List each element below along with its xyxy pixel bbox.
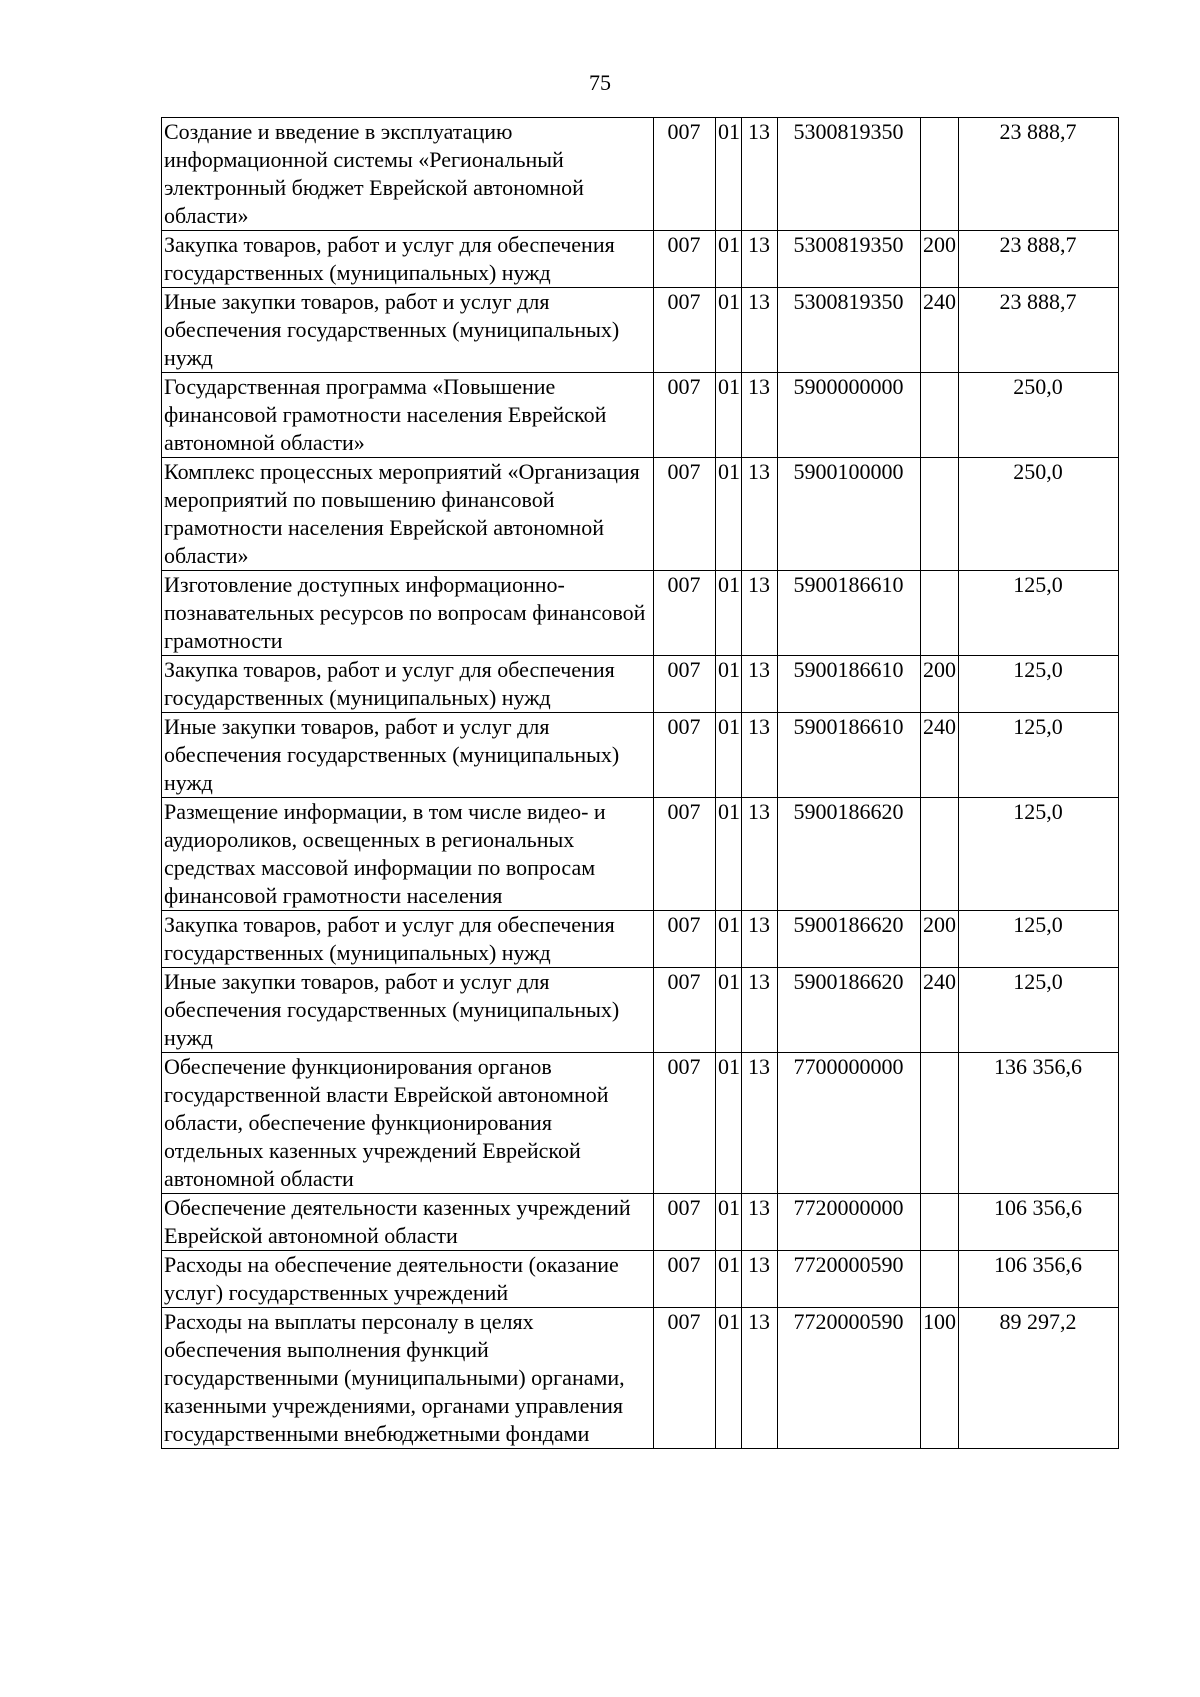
amount-cell: 136 356,6 [959, 1053, 1119, 1194]
expense-type-cell [921, 798, 959, 911]
amount-cell: 125,0 [959, 713, 1119, 798]
target-article-cell: 7720000000 [778, 1194, 921, 1251]
amount-cell: 125,0 [959, 911, 1119, 968]
table-row [162, 968, 1119, 1053]
target-article-cell: 5900186620 [778, 798, 921, 911]
expense-type-cell: 100 [921, 1308, 959, 1449]
table-row [162, 288, 1119, 373]
table-row [162, 911, 1119, 968]
expense-name-cell: Размещение информации, в том числе видео- и аудиороликов, освещенных в региональных средствах массовой информации по вопросам финансовой грамотности населения [162, 798, 654, 911]
expense-name-cell: Закупка товаров, работ и услуг для обеспечения государственных (муниципальных) нужд [162, 231, 654, 288]
ministry-code-cell: 007 [654, 231, 716, 288]
target-article-cell: 5900186620 [778, 968, 921, 1053]
table-row [162, 571, 1119, 656]
table-row [162, 373, 1119, 458]
ministry-code-cell: 007 [654, 713, 716, 798]
target-article-cell: 5900186620 [778, 911, 921, 968]
expense-name-cell: Иные закупки товаров, работ и услуг для обеспечения государственных (муниципальных) нужд [162, 288, 654, 373]
subsection-code-cell: 13 [742, 231, 778, 288]
target-article-cell: 5900100000 [778, 458, 921, 571]
subsection-code-cell: 13 [742, 713, 778, 798]
target-article-cell: 5900000000 [778, 373, 921, 458]
expense-name-cell: Иные закупки товаров, работ и услуг для обеспечения государственных (муниципальных) нужд [162, 968, 654, 1053]
subsection-code-cell: 13 [742, 458, 778, 571]
ministry-code-cell: 007 [654, 373, 716, 458]
ministry-code-cell: 007 [654, 1194, 716, 1251]
amount-cell: 23 888,7 [959, 118, 1119, 231]
expense-name-cell: Государственная программа «Повышение финансовой грамотности населения Еврейской автономной области» [162, 373, 654, 458]
budget-table-body [162, 118, 1119, 1449]
target-article-cell: 5900186610 [778, 656, 921, 713]
section-code-cell: 01 [716, 911, 742, 968]
subsection-code-cell: 13 [742, 968, 778, 1053]
table-row [162, 1251, 1119, 1308]
ministry-code-cell: 007 [654, 656, 716, 713]
expense-name-cell: Создание и введение в эксплуатацию информационной системы «Региональный электронный бюджет Еврейской автономной области» [162, 118, 654, 231]
amount-cell: 23 888,7 [959, 231, 1119, 288]
target-article-cell: 5300819350 [778, 231, 921, 288]
expense-type-cell: 200 [921, 911, 959, 968]
target-article-cell: 7700000000 [778, 1053, 921, 1194]
expense-name-cell: Расходы на обеспечение деятельности (оказание услуг) государственных учреждений [162, 1251, 654, 1308]
ministry-code-cell: 007 [654, 1308, 716, 1449]
expense-name-cell: Расходы на выплаты персоналу в целях обеспечения выполнения функций государственными (муниципальными) органами, казенными учреждениями, органами управления государственными внебюджетными фондами [162, 1308, 654, 1449]
section-code-cell: 01 [716, 713, 742, 798]
expense-type-cell [921, 1251, 959, 1308]
table-row [162, 656, 1119, 713]
section-code-cell: 01 [716, 798, 742, 911]
ministry-code-cell: 007 [654, 1251, 716, 1308]
expense-type-cell [921, 1053, 959, 1194]
section-code-cell: 01 [716, 231, 742, 288]
subsection-code-cell: 13 [742, 1308, 778, 1449]
table-row [162, 1053, 1119, 1194]
section-code-cell: 01 [716, 968, 742, 1053]
target-article-cell: 5900186610 [778, 571, 921, 656]
section-code-cell: 01 [716, 458, 742, 571]
amount-cell: 106 356,6 [959, 1251, 1119, 1308]
ministry-code-cell: 007 [654, 288, 716, 373]
expense-type-cell: 200 [921, 231, 959, 288]
target-article-cell: 5900186610 [778, 713, 921, 798]
expense-name-cell: Изготовление доступных информационно-познавательных ресурсов по вопросам финансовой грамотности [162, 571, 654, 656]
table-row [162, 1194, 1119, 1251]
table-row [162, 231, 1119, 288]
expense-name-cell: Закупка товаров, работ и услуг для обеспечения государственных (муниципальных) нужд [162, 656, 654, 713]
expense-type-cell: 240 [921, 713, 959, 798]
ministry-code-cell: 007 [654, 798, 716, 911]
ministry-code-cell: 007 [654, 968, 716, 1053]
amount-cell: 125,0 [959, 656, 1119, 713]
target-article-cell: 5300819350 [778, 288, 921, 373]
amount-cell: 250,0 [959, 373, 1119, 458]
subsection-code-cell: 13 [742, 1251, 778, 1308]
ministry-code-cell: 007 [654, 911, 716, 968]
expense-type-cell [921, 373, 959, 458]
amount-cell: 23 888,7 [959, 288, 1119, 373]
section-code-cell: 01 [716, 373, 742, 458]
target-article-cell: 5300819350 [778, 118, 921, 231]
expense-name-cell: Комплекс процессных мероприятий «Организация мероприятий по повышению финансовой грамотности населения Еврейской автономной области» [162, 458, 654, 571]
ministry-code-cell: 007 [654, 1053, 716, 1194]
expense-type-cell [921, 571, 959, 656]
expense-name-cell: Закупка товаров, работ и услуг для обеспечения государственных (муниципальных) нужд [162, 911, 654, 968]
table-row [162, 118, 1119, 231]
section-code-cell: 01 [716, 288, 742, 373]
target-article-cell: 7720000590 [778, 1308, 921, 1449]
budget-table [161, 117, 1119, 1449]
section-code-cell: 01 [716, 571, 742, 656]
subsection-code-cell: 13 [742, 288, 778, 373]
expense-type-cell [921, 458, 959, 571]
expense-type-cell: 240 [921, 288, 959, 373]
amount-cell: 125,0 [959, 968, 1119, 1053]
expense-name-cell: Обеспечение деятельности казенных учреждений Еврейской автономной области [162, 1194, 654, 1251]
expense-type-cell: 240 [921, 968, 959, 1053]
expense-type-cell [921, 118, 959, 231]
amount-cell: 89 297,2 [959, 1308, 1119, 1449]
ministry-code-cell: 007 [654, 458, 716, 571]
subsection-code-cell: 13 [742, 798, 778, 911]
table-row [162, 1308, 1119, 1449]
subsection-code-cell: 13 [742, 571, 778, 656]
subsection-code-cell: 13 [742, 1194, 778, 1251]
section-code-cell: 01 [716, 1053, 742, 1194]
table-row [162, 713, 1119, 798]
section-code-cell: 01 [716, 656, 742, 713]
amount-cell: 106 356,6 [959, 1194, 1119, 1251]
expense-type-cell [921, 1194, 959, 1251]
subsection-code-cell: 13 [742, 656, 778, 713]
page-number: 75 [589, 70, 611, 95]
ministry-code-cell: 007 [654, 118, 716, 231]
subsection-code-cell: 13 [742, 373, 778, 458]
subsection-code-cell: 13 [742, 1053, 778, 1194]
expense-name-cell: Обеспечение функционирования органов государственной власти Еврейской автономной области, обеспечение функционирования отдельных казенных учреждений Еврейской автономной области [162, 1053, 654, 1194]
amount-cell: 125,0 [959, 798, 1119, 911]
ministry-code-cell: 007 [654, 571, 716, 656]
expense-type-cell: 200 [921, 656, 959, 713]
section-code-cell: 01 [716, 1308, 742, 1449]
section-code-cell: 01 [716, 1194, 742, 1251]
section-code-cell: 01 [716, 118, 742, 231]
expense-name-cell: Иные закупки товаров, работ и услуг для обеспечения государственных (муниципальных) нужд [162, 713, 654, 798]
section-code-cell: 01 [716, 1251, 742, 1308]
subsection-code-cell: 13 [742, 911, 778, 968]
table-row [162, 798, 1119, 911]
amount-cell: 250,0 [959, 458, 1119, 571]
subsection-code-cell: 13 [742, 118, 778, 231]
table-row [162, 458, 1119, 571]
amount-cell: 125,0 [959, 571, 1119, 656]
target-article-cell: 7720000590 [778, 1251, 921, 1308]
